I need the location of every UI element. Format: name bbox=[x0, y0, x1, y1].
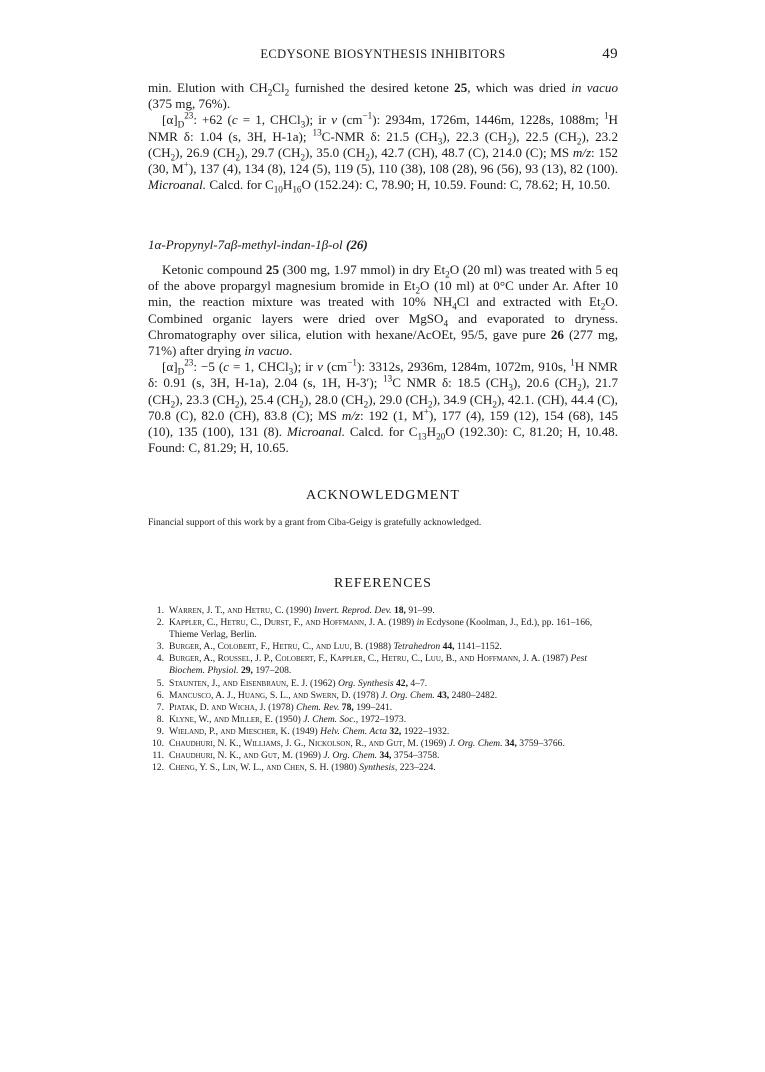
reference-journal: J. Org. Chem. bbox=[448, 738, 503, 750]
reference-pages: 4–7. bbox=[408, 677, 428, 689]
page-number: 49 bbox=[602, 46, 618, 62]
reference-pages: 1141–1152. bbox=[454, 641, 502, 653]
acknowledgment-section bbox=[148, 488, 618, 504]
reference-number: 1. bbox=[156, 605, 164, 616]
reference-journal: Synthesis, bbox=[359, 762, 398, 774]
reference-journal: J. Chem. Soc., bbox=[303, 713, 359, 725]
reference-number: 7. bbox=[156, 701, 164, 713]
reference-pages: 199–241. bbox=[353, 701, 393, 713]
reference-volume: 43, bbox=[434, 689, 450, 701]
reference-authors: Chaudhuri, N. K., Williams, J. G., Nickolson, R., and Gut, M. bbox=[169, 738, 419, 750]
reference-year: (1978) bbox=[350, 689, 382, 701]
reference-year: (1969) bbox=[292, 750, 324, 762]
reference-journal: Pest Biochem. Physiol. bbox=[169, 653, 588, 677]
reference-item bbox=[148, 617, 618, 641]
acknowledgment-title: ACKNOWLEDGMENT bbox=[306, 488, 460, 503]
reference-pages: 2480–2482. bbox=[449, 689, 498, 701]
continued-experimental-text bbox=[148, 80, 618, 193]
reference-number: 4. bbox=[156, 653, 164, 665]
reference-item bbox=[148, 726, 618, 738]
reference-journal: Org. Synthesis bbox=[338, 677, 394, 689]
reference-number: 10. bbox=[152, 738, 164, 750]
references-title: REFERENCES bbox=[334, 576, 432, 591]
reference-pages: 197–208. bbox=[252, 665, 292, 677]
reference-authors: Warren, J. T., and Hetru, C. bbox=[169, 605, 284, 616]
reference-authors: Cheng, Y. S., Lin, W. L., and Chen, S. H. bbox=[169, 762, 329, 774]
reference-pages: Ecdysone (Koolman, J., Ed.), pp. 161–166, Thieme Verlag, Berlin. bbox=[169, 617, 593, 641]
reference-pages: 91–99. bbox=[405, 605, 435, 616]
reference-item bbox=[148, 738, 618, 750]
reference-item bbox=[148, 690, 618, 702]
reference-item bbox=[148, 678, 618, 690]
reference-year: (1969) bbox=[418, 738, 449, 750]
reference-year: (1949) bbox=[289, 725, 321, 737]
reference-volume: 78, bbox=[339, 701, 354, 713]
reference-year: (1988) bbox=[363, 641, 394, 653]
reference-journal: in bbox=[416, 617, 425, 629]
reference-volume: 42, bbox=[393, 677, 408, 689]
reference-item bbox=[148, 762, 618, 774]
references-section bbox=[148, 576, 618, 592]
reference-journal: Tetrahedron bbox=[393, 641, 441, 653]
reference-year: (1980) bbox=[328, 762, 360, 774]
reference-authors: Wieland, P., and Miescher, K. bbox=[169, 725, 290, 737]
reference-number: 6. bbox=[156, 689, 164, 701]
reference-pages: 1922–1932. bbox=[401, 725, 450, 737]
compound-26-text bbox=[148, 262, 618, 456]
reference-journal: Invert. Reprod. Dev. bbox=[314, 605, 392, 616]
reference-year: (1989) bbox=[386, 617, 417, 629]
reference-authors: Piatak, D. and Wicha, J. bbox=[169, 701, 266, 713]
compound-26-characterization: $[\alpha]_D^{23}$: −5 (c = 1, CHCl$_3$); ir ν $(cm^{-1})$: 3312s, 2936m, 1284m, 1072m, 910s, $^1$H NMR δ: 0.91 (s, 3H, H-1a), 2.04 (s, 1H, H-3′); $^{13}$C NMR δ: 18.5 $(CH_3)$, 20.6 $(CH_2)$, 21.7 $(CH_2)$, 23.3 $(CH_2)$, 25.4 $(CH_2)$, 28.0 $(CH_2)$, 29.0 $(CH_2)$, 34.9 $(CH_2)$, 42.1. (CH), 44.4 (C), 70.8 (C), 82.0 (CH), 83.8 (C); MS m/z: 192 (1, M+), 177 (4), 159 (12), 154 (68), 145 (10), 135 (100), 131 (8). Microanal. Calcd. for $C_{13}H_{20}O$ (192.30): C, 81.20; H, 10.48. Found: C, 81.29; H, 10.65. bbox=[148, 357, 619, 456]
compound-26-heading: 1α-Propynyl-7aβ-methyl-indan-1β-ol (26) bbox=[148, 237, 368, 252]
reference-item bbox=[148, 750, 618, 762]
reference-authors: Staunten, J., and Eisenbraun, E. J. bbox=[169, 677, 308, 689]
reference-authors: Chaudhuri, N. K., and Gut, M. bbox=[169, 750, 293, 762]
reference-number: 8. bbox=[156, 713, 164, 725]
compound-26-section bbox=[148, 237, 618, 253]
reference-year: (1978) bbox=[265, 701, 297, 713]
reference-volume: 29, bbox=[238, 665, 253, 677]
reference-number: 5. bbox=[156, 677, 164, 689]
reference-year: (1990) bbox=[283, 605, 315, 616]
reference-authors: Burger, A., Colobert, F., Hetru, C., and Luu, B. bbox=[169, 641, 364, 653]
reference-pages: 223–224. bbox=[397, 762, 436, 774]
reference-volume: 34, bbox=[502, 738, 517, 750]
reference-item bbox=[148, 702, 618, 714]
reference-authors: Mancusco, A. J., Huang, S. L., and Swern, D. bbox=[169, 689, 351, 701]
references-list-container bbox=[148, 605, 618, 774]
acknowledgment-text: Financial support of this work by a grant from Ciba-Geigy is gratefully acknowledged. bbox=[148, 517, 482, 528]
reference-journal: Chem. Rev. bbox=[296, 701, 340, 713]
reference-number: 12. bbox=[152, 762, 164, 774]
reference-number: 2. bbox=[156, 617, 164, 629]
ketone-25-characterization: $[\alpha]_D^{23}$: +62 (c = 1, CHCl$_3$); ir ν $(cm^{-1})$: 2934m, 1726m, 1446m, 1228s, 1088m; $^1$H NMR δ: 1.04 (s, 3H, H-1a); $^{13}$C-NMR δ: 21.5 $(CH_3)$, 22.3 $(CH_2)$, 22.5 $(CH_2)$, 23.2 $(CH_2)$, 26.9 $(CH_2)$, 29.7 $(CH_2)$, 35.0 $(CH_2)$, 42.7 (CH), 48.7 (C), 214.0 (C); MS m/z: 152 (30, M+), 137 (4), 134 (8), 124 (5), 119 (5), 110 (38), 108 (28), 96 (56), 93 (13), 82 (100). Microanal. Calcd. for $C_{10}H_{16}O$ (152.24): C, 78.90; H, 10.59. Found: C, 78.62; H, 10.50. bbox=[148, 111, 618, 195]
reference-item bbox=[148, 653, 618, 677]
reference-authors: Kappler, C., Hetru, C., Durst, F., and Hoffmann, J. A. bbox=[169, 617, 387, 629]
ketone-25-paragraph: min. Elution with $CH_2Cl_2$ furnished the desired ketone 25, which was dried in vacuo (375 mg, 76%). bbox=[148, 80, 619, 112]
reference-pages: 3759–3766. bbox=[516, 738, 565, 750]
reference-journal: J. Org. Chem. bbox=[323, 750, 378, 762]
reference-year: (1962) bbox=[307, 677, 338, 689]
references-list bbox=[148, 605, 618, 774]
reference-number: 3. bbox=[156, 641, 164, 653]
reference-pages: 3754–3758. bbox=[391, 750, 440, 762]
reference-volume: 18, bbox=[391, 605, 406, 616]
reference-number: 11. bbox=[152, 750, 164, 762]
reference-journal: Helv. Chem. Acta bbox=[320, 725, 387, 737]
reference-item bbox=[148, 714, 618, 726]
reference-authors: Klyne, W., and Miller, E. bbox=[169, 713, 273, 725]
reference-item bbox=[148, 605, 618, 617]
reference-volume: 44, bbox=[440, 641, 455, 653]
reference-year: (1987) bbox=[540, 653, 571, 665]
reference-journal: J. Org. Chem. bbox=[381, 689, 435, 701]
reference-year: (1950) bbox=[272, 713, 304, 725]
reference-authors: Burger, A., Roussel, J. P., Colobert, F., Kappler, C., Hetru, C., Luu, B., and Hoffmann, J. A. bbox=[169, 653, 541, 665]
reference-volume: 34, bbox=[377, 750, 392, 762]
reference-pages: 1972–1973. bbox=[358, 713, 407, 725]
compound-26-procedure: Ketonic compound 25 (300 mg, 1.97 mmol) in dry $Et_2O$ (20 ml) was treated with 5 eq of the above propargyl magnesium bromide in $Et_2O$ (10 ml) at 0°C under Ar. After 10 min, the reaction mixture was treated with 10% $NH_4Cl$ and extracted with $Et_2O$. Combined organic layers were dried over MgSO$_4$ and evaporated to dryness. Chromatography over silica, elution with hexane/AcOEt, 95/5, gave pure 26 (277 mg, 71%) after drying in vacuo. bbox=[148, 262, 619, 359]
running-head-title: ECDYSONE BIOSYNTHESIS INHIBITORS bbox=[260, 47, 506, 61]
reference-volume: 32, bbox=[386, 725, 402, 737]
reference-number: 9. bbox=[156, 725, 164, 737]
reference-item bbox=[148, 641, 618, 653]
